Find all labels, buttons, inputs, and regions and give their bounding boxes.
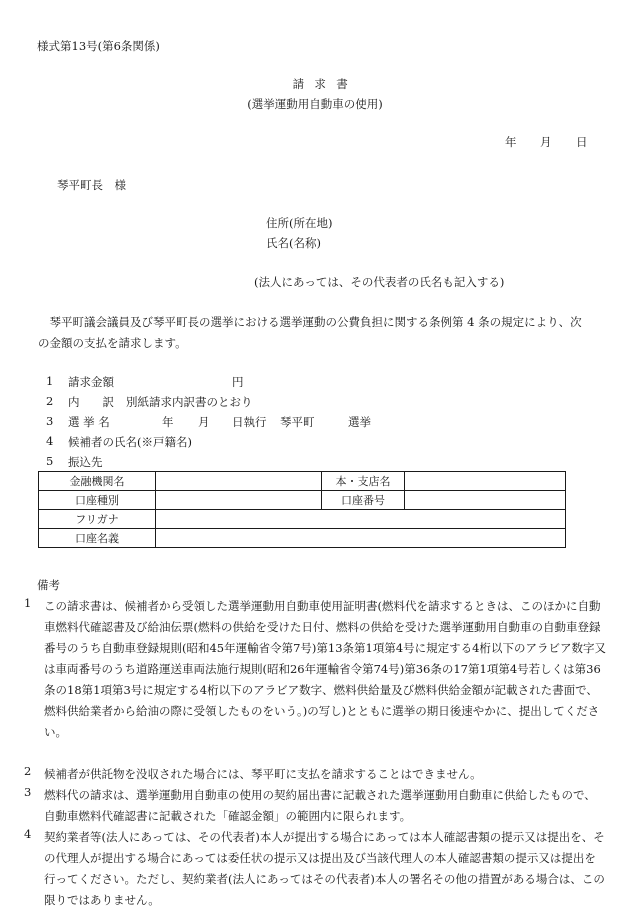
furigana-field[interactable]	[156, 510, 566, 529]
election-month: 月	[198, 415, 210, 429]
item-number: 4	[46, 434, 54, 448]
item-candidate-name	[46, 434, 346, 452]
account-number-header: 口座番号	[322, 491, 405, 510]
form-number: 様式第13号(第6条関係)	[37, 39, 160, 53]
account-type-header: 口座種別	[39, 491, 156, 510]
remark-text: 燃料代の請求は、選挙運動用自動車の使用の契約届出書に記載された選挙運動用自動車に供給したもので、自動車燃料代確認書に記載された「確認金額」の範囲内に限られます。	[44, 788, 596, 823]
item-transfer-destination	[46, 454, 346, 472]
remark-number: 2	[24, 764, 32, 778]
item-number: 3	[46, 414, 54, 428]
item-label: 振込先	[68, 455, 103, 469]
bank-account-table	[38, 471, 566, 548]
account-holder-header: 口座名義	[39, 529, 156, 548]
item-label: 選 挙 名	[68, 415, 110, 429]
election-kind: 選挙	[348, 415, 371, 429]
election-town: 琴平町	[280, 415, 315, 429]
item-amount	[46, 374, 346, 392]
yen-unit: 円	[232, 375, 244, 389]
item-label: 候補者の氏名(※戸籍名)	[68, 435, 192, 449]
breakdown-value: 別紙請求内訳書のとおり	[126, 395, 253, 409]
addressee: 琴平町長 様	[57, 178, 126, 192]
remark-number: 3	[24, 785, 32, 799]
branch-field[interactable]	[405, 472, 566, 491]
page-title: 請求書	[292, 77, 359, 91]
item-number: 1	[46, 374, 54, 388]
request-statement: 琴平町議会議員及び琴平町長の選挙における選挙運動の公費負担に関する条例第 4 条の規定により、次の金額の支払を請求します。	[38, 315, 582, 350]
item-breakdown	[46, 394, 346, 412]
remark-text: 候補者が供託物を没収された場合には、琴平町に支払を請求することはできません。	[44, 767, 482, 781]
date-year: 年	[505, 135, 517, 149]
bank-name-header: 金融機関名	[39, 472, 156, 491]
remark-number: 1	[24, 596, 32, 610]
item-label: 請求金額	[68, 375, 114, 389]
item-election-name	[46, 414, 446, 432]
remark-text: この請求書は、候補者から受領した選挙運動用自動車使用証明書(燃料代を請求するときは、このほかに自動車燃料代確認書及び給油伝票(燃料の供給を受けた日付、燃料の供給を受けた選挙運動用自動車の自動車登録番号のうち自動車登録規則(昭和45年運輸省令第7号)第13条第1項第4号に規定する4桁以下のアラビア数字又は車両番号のうち道路運送車両法施行規則(昭和26年運輸省令第74号)第36条の17第1項第4号若しくは第36条の18第1項第3号に規定する4桁以下のアラビア数字、燃料供給量及び燃料供給金額が記載された書面で、燃料供給業者から給油の際に受領したものをいう。)の写し)とともに選挙の期日後速やかに、提出してください。	[44, 599, 607, 739]
election-year: 年	[162, 415, 174, 429]
table-row	[39, 472, 566, 491]
page-subtitle: (選挙運動用自動車の使用)	[247, 97, 383, 111]
furigana-header: フリガナ	[39, 510, 156, 529]
item-number: 5	[46, 454, 54, 468]
item-number: 2	[46, 394, 54, 408]
election-execution: 日執行	[232, 415, 267, 429]
bank-name-field[interactable]	[156, 472, 322, 491]
table-row	[39, 491, 566, 510]
item-label: 内 訳	[68, 395, 114, 409]
remark-text: 契約業者等(法人にあっては、その代表者)本人が提出する場合にあっては本人確認書類の提示又は提出を、その代理人が提出する場合にあっては委任状の提示又は提出及び当該代理人の本人確認書類の提示又は提出を行ってください。ただし、契約業者(法人にあってはその代表者)本人の署名その他の措置がある場合は、この限りではありません。	[44, 830, 605, 907]
table-row	[39, 510, 566, 529]
account-number-field[interactable]	[405, 491, 566, 510]
date-day: 日	[576, 135, 588, 149]
date-month: 月	[540, 135, 552, 149]
table-row	[39, 529, 566, 548]
name-label: 氏名(名称)	[266, 236, 321, 250]
remark-number: 4	[24, 827, 32, 841]
account-holder-field[interactable]	[156, 529, 566, 548]
address-label: 住所(所在地)	[266, 216, 333, 230]
account-type-field[interactable]	[156, 491, 322, 510]
branch-header: 本・支店名	[322, 472, 405, 491]
representative-note: (法人にあっては、その代表者の氏名も記入する)	[254, 275, 505, 289]
remarks-heading: 備考	[37, 578, 60, 592]
